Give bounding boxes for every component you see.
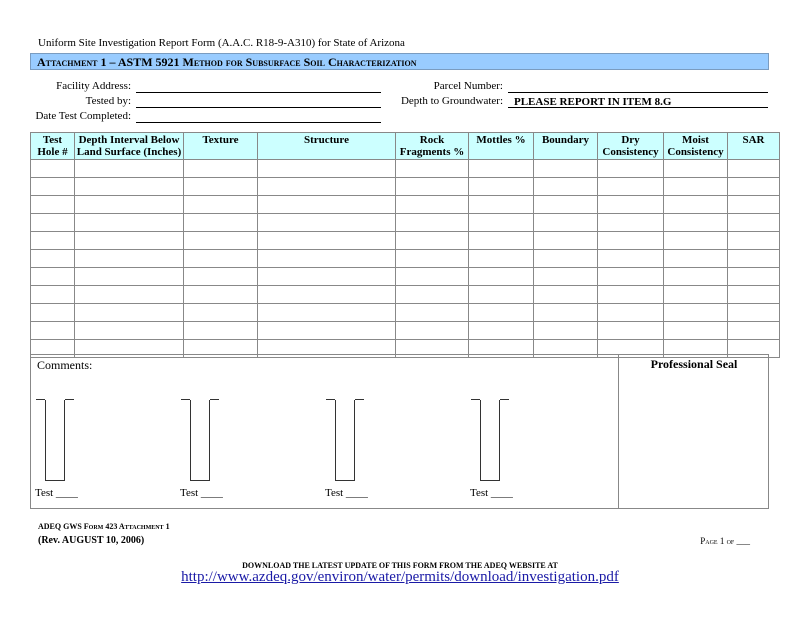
table-cell[interactable] [258,268,396,286]
table-cell[interactable] [31,178,75,196]
table-cell[interactable] [469,250,534,268]
table-row [31,304,780,322]
table-cell[interactable] [396,214,469,232]
table-cell[interactable] [664,214,728,232]
table-cell[interactable] [258,286,396,304]
table-cell[interactable] [31,214,75,232]
table-cell[interactable] [664,322,728,340]
form-id: ADEQ GWS Form 423 Attachment 1 [38,522,170,531]
column-header-line: Depth Interval Below [78,134,180,146]
table-cell[interactable] [534,232,598,250]
table-cell[interactable] [534,286,598,304]
soil-characterization-table [30,132,780,358]
column-header [598,133,664,160]
table-cell[interactable] [184,250,258,268]
column-header-line: Structure [303,134,349,146]
column-header-line: Dry [621,134,640,146]
table-cell[interactable] [396,232,469,250]
test-hole-diagram [45,400,65,481]
table-cell[interactable] [258,304,396,322]
table-cell[interactable] [534,214,598,232]
table-cell[interactable] [184,196,258,214]
test-label[interactable]: Test ____ [470,487,513,499]
table-cell[interactable] [728,178,780,196]
tested-by-field[interactable] [136,107,381,108]
column-header [75,133,184,160]
table-cell[interactable] [396,286,469,304]
test-label[interactable]: Test ____ [325,487,368,499]
table-cell[interactable] [396,160,469,178]
table-cell[interactable] [598,268,664,286]
table-cell[interactable] [664,250,728,268]
table-cell[interactable] [31,196,75,214]
table-row [31,178,780,196]
table-cell[interactable] [598,160,664,178]
column-header [664,133,728,160]
column-header [31,133,75,160]
depth-groundwater-value: PLEASE REPORT IN ITEM 8.G [514,96,672,108]
form-title: Uniform Site Investigation Report Form (A.A.C. R18-9-A310) for State of Arizona [38,37,405,49]
depth-groundwater-label: Depth to Groundwater: [400,95,503,107]
table-cell[interactable] [75,286,184,304]
table-cell[interactable] [534,304,598,322]
date-completed-label: Date Test Completed: [35,110,131,122]
hole-edge-right [65,399,74,400]
table-cell[interactable] [396,304,469,322]
table-cell[interactable] [31,286,75,304]
table-cell[interactable] [469,232,534,250]
table-row [31,268,780,286]
table-cell[interactable] [664,178,728,196]
hole-edge-left [326,399,335,400]
parcel-number-field[interactable] [508,92,768,93]
date-completed-field[interactable] [136,122,381,123]
column-header-line: SAR [742,134,765,146]
table-cell[interactable] [598,322,664,340]
table-cell[interactable] [534,268,598,286]
table-cell[interactable] [75,214,184,232]
table-cell[interactable] [258,178,396,196]
test-label[interactable]: Test ____ [180,487,223,499]
table-cell[interactable] [258,250,396,268]
download-link[interactable]: http://www.azdeq.gov/environ/water/permits/download/investigation.pdf [181,569,619,585]
table-cell[interactable] [184,232,258,250]
attachment-title: Attachment 1 – ASTM 5921 Method for Subsurface Soil Characterization [30,53,769,70]
table-cell[interactable] [396,250,469,268]
table-cell[interactable] [728,322,780,340]
table-cell[interactable] [184,214,258,232]
table-row [31,250,780,268]
table-cell[interactable] [664,268,728,286]
column-header-line: Boundary [541,134,590,146]
hole-edge-left [36,399,45,400]
professional-seal-box: Professional Seal [618,354,769,509]
facility-address-field[interactable] [136,92,381,93]
table-cell[interactable] [469,196,534,214]
hole-edge-left [181,399,190,400]
test-label[interactable]: Test ____ [35,487,78,499]
table-cell[interactable] [396,196,469,214]
table-cell[interactable] [184,304,258,322]
test-hole-diagram [480,400,500,481]
table-cell[interactable] [664,286,728,304]
table-cell[interactable] [664,196,728,214]
table-cell[interactable] [469,214,534,232]
table-cell[interactable] [75,178,184,196]
table-cell[interactable] [728,250,780,268]
table-cell[interactable] [598,196,664,214]
table-cell[interactable] [75,196,184,214]
tested-by-label: Tested by: [85,95,131,107]
table-row [31,286,780,304]
column-header-line: Consistency [667,146,724,158]
column-header [184,133,258,160]
table-cell[interactable] [184,160,258,178]
table-cell[interactable] [75,160,184,178]
table-cell[interactable] [184,268,258,286]
table-cell[interactable] [534,322,598,340]
table-cell[interactable] [534,160,598,178]
table-cell[interactable] [664,160,728,178]
table-cell[interactable] [258,232,396,250]
column-header-line: Test [42,134,63,146]
table-cell[interactable] [534,178,598,196]
table-cell[interactable] [31,250,75,268]
column-header-line: Mottles % [476,134,526,146]
table-cell[interactable] [469,286,534,304]
parcel-number-label: Parcel Number: [433,80,503,92]
column-header-line: Fragments % [399,146,465,158]
hole-edge-left [471,399,480,400]
depth-groundwater-field[interactable] [508,107,768,108]
table-cell[interactable] [75,250,184,268]
table-cell[interactable] [469,322,534,340]
table-cell[interactable] [469,160,534,178]
table-cell[interactable] [75,304,184,322]
table-cell[interactable] [31,322,75,340]
table-cell[interactable] [31,304,75,322]
table-cell[interactable] [728,214,780,232]
table-cell[interactable] [184,178,258,196]
table-cell[interactable] [664,232,728,250]
revision-date: (Rev. AUGUST 10, 2006) [38,535,145,546]
table-cell[interactable] [31,160,75,178]
column-header [728,133,780,160]
hole-edge-right [355,399,364,400]
table-cell[interactable] [75,232,184,250]
table-cell[interactable] [534,196,598,214]
table-row [31,214,780,232]
table-cell[interactable] [258,322,396,340]
table-cell[interactable] [728,304,780,322]
column-header-line: Moist [682,134,709,146]
comments-label: Comments: [37,358,93,372]
table-cell[interactable] [396,268,469,286]
column-header [534,133,598,160]
table-cell[interactable] [534,250,598,268]
table-cell[interactable] [598,286,664,304]
column-header-line: Consistency [602,146,659,158]
test-hole-diagram [335,400,355,481]
table-cell[interactable] [598,304,664,322]
table-cell[interactable] [396,178,469,196]
table-cell[interactable] [728,196,780,214]
table-cell[interactable] [728,160,780,178]
table-cell[interactable] [258,214,396,232]
table-row [31,232,780,250]
column-header-line: Texture [202,134,239,146]
test-hole-diagram [190,400,210,481]
table-cell[interactable] [664,304,728,322]
table-cell[interactable] [469,304,534,322]
table-cell[interactable] [598,232,664,250]
table-cell[interactable] [31,232,75,250]
table-cell[interactable] [598,214,664,232]
table-cell[interactable] [469,178,534,196]
column-header [396,133,469,160]
column-header-line: Hole # [37,146,68,158]
table-cell[interactable] [75,268,184,286]
table-cell[interactable] [598,178,664,196]
table-row [31,160,780,178]
column-header [469,133,534,160]
hole-edge-right [500,399,509,400]
table-cell[interactable] [184,322,258,340]
hole-edge-right [210,399,219,400]
download-text: DOWNLOAD THE LATEST UPDATE OF THIS FORM FROM THE ADEQ WEBSITE AT [242,561,558,570]
table-cell[interactable] [469,268,534,286]
table-cell[interactable] [184,286,258,304]
table-cell[interactable] [258,160,396,178]
table-cell[interactable] [728,286,780,304]
page-number: Page 1 of ___ [700,536,750,546]
column-header-line: Rock [419,134,445,146]
table-row [31,322,780,340]
table-cell[interactable] [598,250,664,268]
column-header-line: Land Surface (Inches) [76,146,182,158]
column-header [258,133,396,160]
table-row [31,196,780,214]
table-cell[interactable] [396,322,469,340]
facility-address-label: Facility Address: [56,80,131,92]
table-cell[interactable] [75,322,184,340]
table-cell[interactable] [728,232,780,250]
table-cell[interactable] [258,196,396,214]
table-cell[interactable] [31,268,75,286]
table-cell[interactable] [728,268,780,286]
